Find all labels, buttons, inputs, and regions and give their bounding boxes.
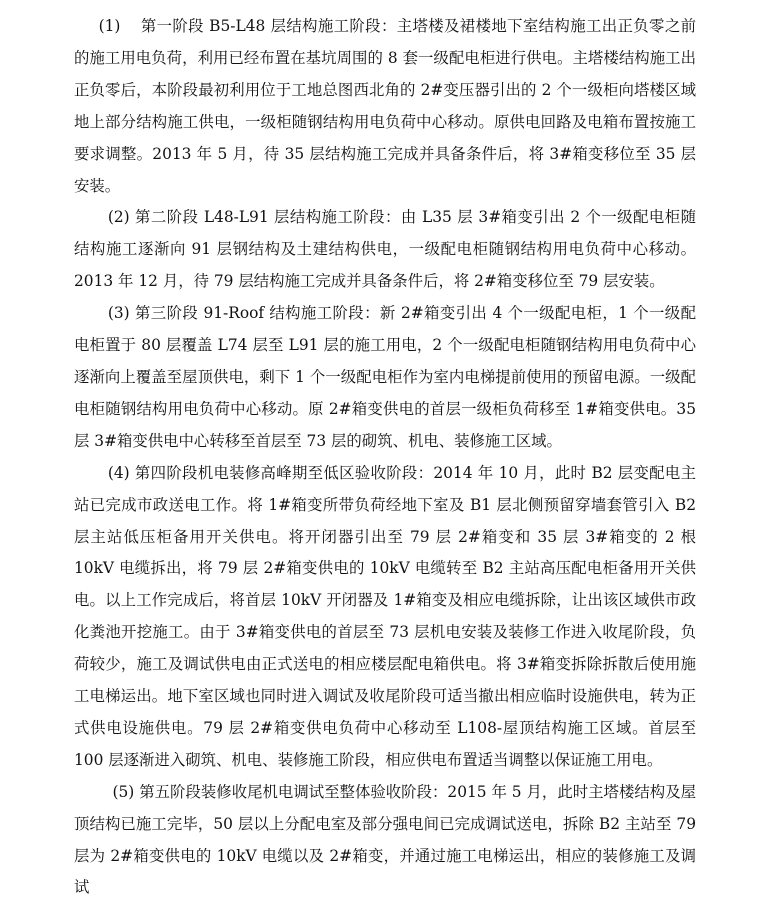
paragraph-marker: (1) — [98, 17, 121, 35]
document-body — [74, 11, 696, 904]
paragraph-stage-2 — [74, 202, 696, 298]
paragraph-marker: (4) — [107, 463, 130, 482]
paragraph-stage-5 — [74, 777, 696, 904]
paragraph-text: 第五阶段装修收尾机电调试至整体验收阶段：2015 年 5 月，此时主塔楼结构及屋顶结构已施工完毕，50 层以上分配电室及部分强电间已完成调试送电，拆除 B2 主站至 79 层为 2#箱变供电的 10kV 电缆以及 2#箱变，并通过施工电梯运出，相应的装修施工及调试 — [74, 782, 696, 897]
paragraph-marker: (2) — [107, 208, 130, 227]
paragraph-stage-4 — [74, 458, 696, 777]
paragraph-text: 第二阶段 L48-L91 层结构施工阶段：由 L35 层 3#箱变引出 2 个一级配电柜随结构施工逐渐向 91 层钢结构及土建结构供电，一级配电柜随钢结构用电负荷中心移动。2013 年 12 月，待 79 层结构施工完成并具备条件后，将 2#箱变移位至 79 层安装。 — [74, 208, 696, 291]
paragraph-text: 第三阶段 91-Roof 结构施工阶段：新 2#箱变引出 4 个一级配电柜，1 个一级配电柜置于 80 层覆盖 L74 层至 L91 层的施工用电，2 个一级配电柜随钢结构用电负荷中心逐渐向上覆盖至屋顶供电，剩下 1 个一级配电柜作为室内电梯提前使用的预留电源。一级配电柜随钢结构用电负荷中心移动。原 2#箱变供电的首层一级柜负荷移至 1#箱变供电。35 层 3#箱变供电中心转移至首层至 73 层的砌筑、机电、装修施工区域。 — [74, 304, 696, 450]
paragraph-text: 第四阶段机电装修高峰期至低区验收阶段：2014 年 10 月，此时 B2 层变配电主站已完成市政送电工作。将 1#箱变所带负荷经地下室及 B1 层北侧预留穿墙套管引入 B2 层主站低压柜备用开关供电。将开闭器引出至 79 层 2#箱变和 35 层 3#箱变的 2 根 10kV 电缆拆出，将 79 层 2#箱变供电的 10kV 电缆转至 B2 主站高压配电柜备用开关供电。以上工作完成后，将首层 10kV 开闭器及 1#箱变及相应电缆拆除，让出该区域供市政化粪池开挖施工。由于 3#箱变供电的首层至 73 层机电安装及装修工作进入收尾阶段，负荷较少，施工及调试供电由正式送电的相应楼层配电箱供电。将 3#箱变拆除拆散后使用施工电梯运出。地下室区域也同时进入调试及收尾阶段可适当撤出相应临时设施供电，转为正式供电设施供电。79 层 2#箱变供电负荷中心移动至 L108-屋顶结构施工区域。首层至 100 层逐渐进入砌筑、机电、装修施工阶段，相应供电布置适当调整以保证施工用电。 — [74, 463, 696, 769]
paragraph-stage-3 — [74, 298, 696, 458]
paragraph-text: 第一阶段 B5-L48 层结构施工阶段：主塔楼及裙楼地下室结构施工出正负零之前的施工用电负荷，利用已经布置在基坑周围的 8 套一级配电柜进行供电。主塔楼结构施工出正负零后，本阶段最初利用位于工地总图西北角的 2#变压器引出的 2 个一级柜向塔楼区域地上部分结构施工供电，一级柜随钢结构用电负荷中心移动。原供电回路及电箱布置按施工要求调整。2013 年 5 月，待 35 层结构施工完成并具备条件后，将 3#箱变移位至 35 层安装。 — [74, 17, 696, 195]
paragraph-stage-1 — [74, 11, 696, 202]
paragraph-marker: (3) — [107, 304, 130, 323]
paragraph-marker: (5) — [112, 782, 135, 801]
